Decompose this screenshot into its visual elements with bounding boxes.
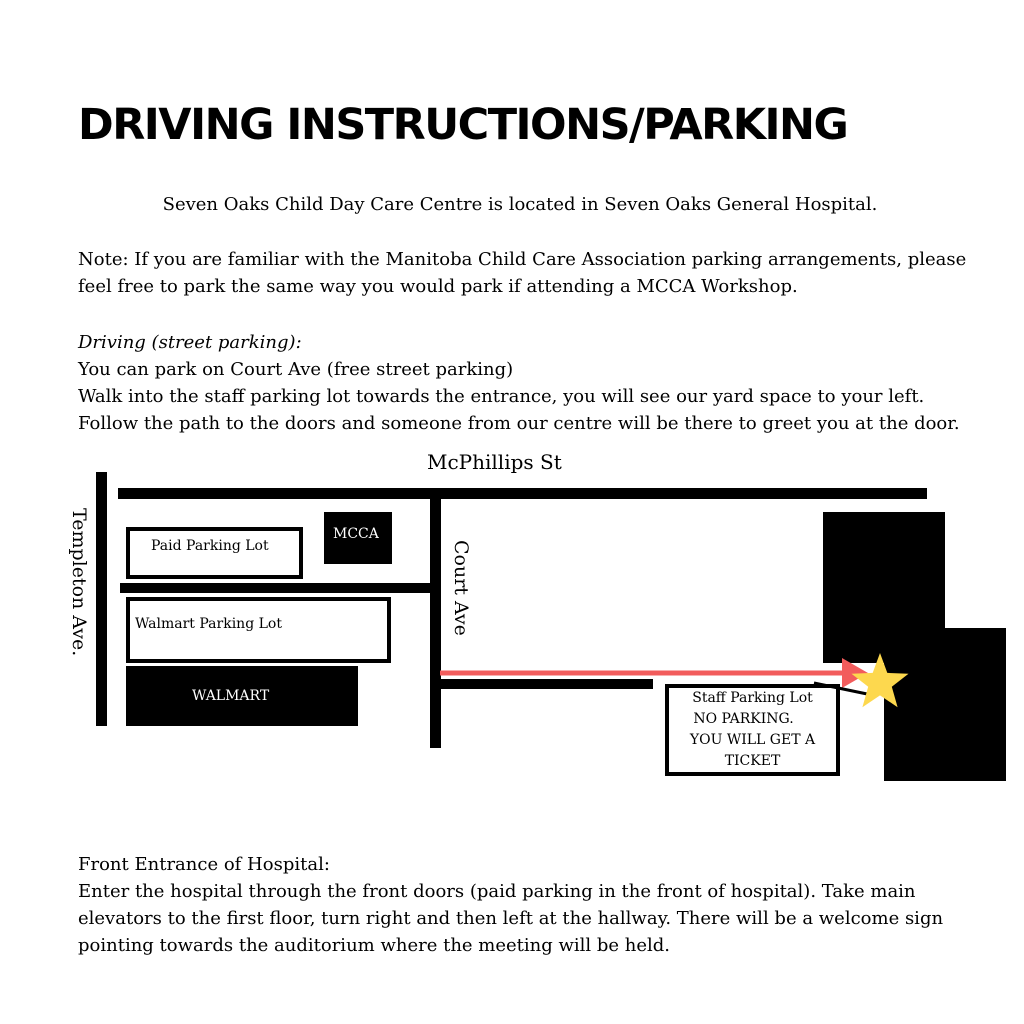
street-parking-line-2: Walk into the staff parking lot towards the entrance, you will see our yard space to your left. Follow the path to the doors and someone from our centre will be there to greet you at the door. [78,386,960,434]
front-entrance-section [78,851,978,959]
destination-star-icon [852,653,909,707]
staff-lot-line-3: YOU WILL GET A [689,732,816,748]
parking-map [0,445,1024,795]
staff-lot-line-2: NO PARKING. [693,711,794,727]
note-text: Note: If you are familiar with the Manitoba Child Care Association parking arrangements, please feel free to park the same way you would park if attending a MCCA Workshop. [78,249,967,297]
page-title: DRIVING INSTRUCTIONS/PARKING [78,100,848,150]
street-parking-heading: Driving (street parking): [78,332,302,353]
map-overlay [0,445,1024,795]
mcca-label: MCCA [333,526,379,542]
walmart-label: WALMART [192,688,270,704]
paid-parking-lot-label: Paid Parking Lot [151,538,269,554]
front-entrance-text: Enter the hospital through the front doors (paid parking in the front of hospital). Take main elevators to the first floor, turn right and then left at the hallway. There will be a welcome sign pointing towards the auditorium where the meeting will be held. [78,881,944,956]
street-parking-line-1: You can park on Court Ave (free street parking) [78,359,514,380]
templeton-label: Templeton Ave. [68,508,90,657]
street-parking-section [78,329,978,437]
mcphillips-label: McPhillips St [427,450,562,474]
intro-text: Seven Oaks Child Day Care Centre is located in Seven Oaks General Hospital. [162,194,878,215]
front-entrance-heading: Front Entrance of Hospital: [78,854,330,875]
walmart-parking-lot-label: Walmart Parking Lot [135,616,282,632]
court-ave-label: Court Ave [450,540,472,636]
staff-lot-line-4: TICKET [724,753,781,769]
staff-lot-line-1: Staff Parking Lot [692,690,813,706]
